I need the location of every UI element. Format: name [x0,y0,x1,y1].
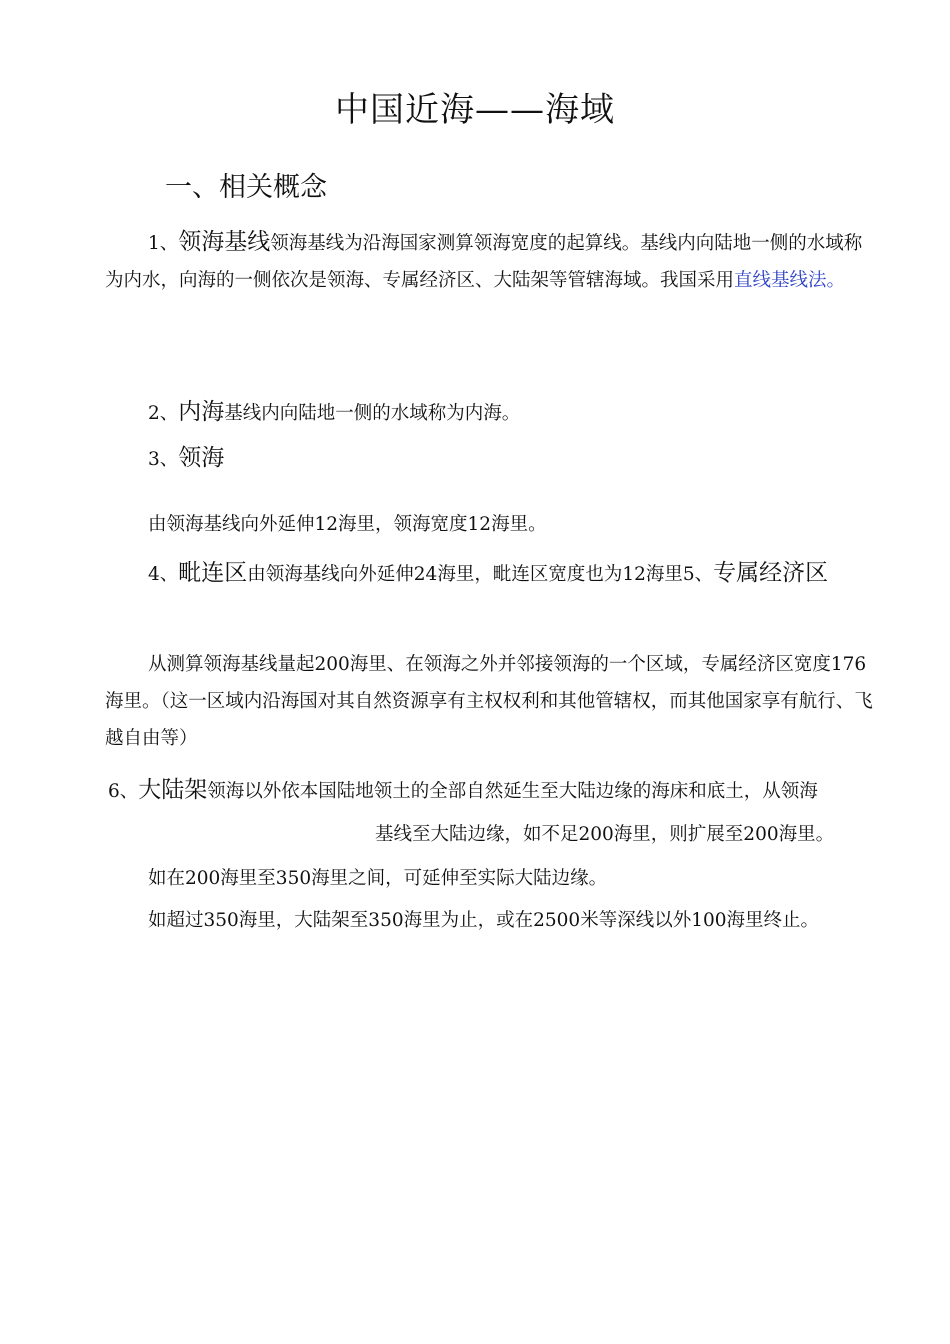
continental-shelf-line-2: 基线至大陆边缘，如不足200海里，则扩展至200海里。 [375,824,835,845]
term-continental-shelf: 大陆架 [138,777,208,803]
item-number: 4、 [148,564,179,585]
heading-territorial-sea [148,440,224,478]
paragraph-contiguous-zone [148,551,873,597]
straight-baseline-link[interactable]: 直线基线法。 [734,270,846,291]
baseline-text: 领海基线为沿海国家测算领海宽度的起算线。基线内向陆地一侧的水域称为内水，向海的一侧依次是领海、专属经济区、大陆架等管辖海域。我国采用 [105,233,863,291]
page-title: 中国近海——海域 [335,90,615,130]
item-number: 2、 [148,403,179,424]
paragraph-territorial-sea: 由领海基线向外延伸12海里，领海宽度12海里。 [148,514,547,535]
term-territorial-sea: 领海 [178,445,225,471]
item-number: 1、 [148,233,179,254]
contiguous-zone-text: 由领海基线向外延伸24海里，毗连区宽度也为12海里 [247,564,683,585]
term-baseline: 领海基线 [178,229,271,255]
item-number: 3、 [148,449,179,470]
term-inland-sea: 内海 [178,399,225,425]
item-number: 5、 [682,564,714,585]
inland-sea-text: 基线内向陆地一侧的水域称为内海。 [224,403,521,424]
continental-shelf-line-3: 如在200海里至350海里之间，可延伸至实际大陆边缘。 [148,868,608,889]
continental-shelf-line-4: 如超过350海里，大陆架至350海里为止，或在2500米等深线以外100海里终止。 [148,910,820,931]
item-number: 6、 [108,781,139,802]
continental-shelf-text: 领海以外依本国陆地领土的全部自然延生至大陆边缘的海床和底土，从领海 [207,781,818,802]
paragraph-eez: 从测算领海基线量起200海里、在领海之外并邻接领海的一个区域，专属经济区宽度176海里。（这一区域内沿海国对其自然资源享有主权权利和其他管辖权，而其他国家享有航行、飞越自由等） [105,654,873,749]
term-eez: 专属经济区 [713,560,829,586]
term-contiguous-zone: 毗连区 [178,560,248,586]
paragraph-continental-shelf [108,772,818,810]
paragraph-inland-sea [148,394,520,432]
paragraph-baseline [105,224,877,299]
section-heading: 一、相关概念 [165,172,327,203]
